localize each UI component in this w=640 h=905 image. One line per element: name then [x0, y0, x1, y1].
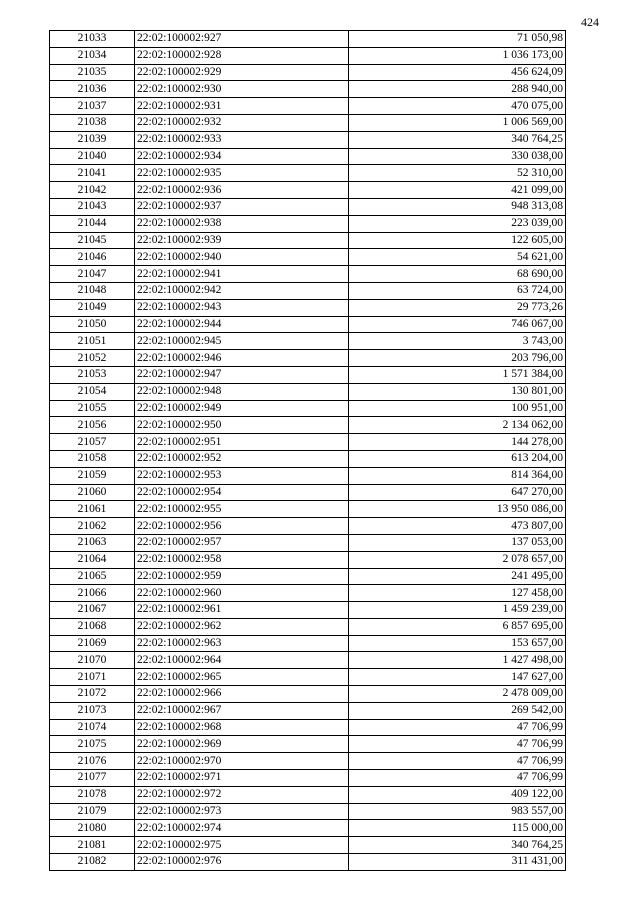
- cadastral-number-cell: 22:02:100002:971: [135, 770, 349, 787]
- table-row: [50, 770, 566, 787]
- table-row: [50, 518, 566, 535]
- row-number-cell: 21061: [50, 501, 135, 518]
- table-row: [50, 702, 566, 719]
- cadastral-number-cell: 22:02:100002:972: [135, 786, 349, 803]
- cadastral-value-cell: 203 796,00: [349, 350, 566, 367]
- row-number-cell: 21033: [50, 31, 135, 48]
- cadastral-value-cell: 54 621,00: [349, 249, 566, 266]
- table-row: [50, 47, 566, 64]
- row-number-cell: 21055: [50, 400, 135, 417]
- table-row: [50, 635, 566, 652]
- table-row: [50, 534, 566, 551]
- table-row: [50, 719, 566, 736]
- row-number-cell: 21036: [50, 81, 135, 98]
- row-number-cell: 21075: [50, 736, 135, 753]
- cadastral-value-cell: 47 706,99: [349, 770, 566, 787]
- table-row: [50, 350, 566, 367]
- row-number-cell: 21045: [50, 232, 135, 249]
- cadastral-number-cell: 22:02:100002:956: [135, 518, 349, 535]
- table-row: [50, 501, 566, 518]
- cadastral-value-cell: 153 657,00: [349, 635, 566, 652]
- table-row: [50, 786, 566, 803]
- row-number-cell: 21066: [50, 585, 135, 602]
- cadastral-number-cell: 22:02:100002:951: [135, 434, 349, 451]
- cadastral-number-cell: 22:02:100002:947: [135, 366, 349, 383]
- table-row: [50, 266, 566, 283]
- cadastral-value-cell: 746 067,00: [349, 316, 566, 333]
- cadastral-value-cell: 473 807,00: [349, 518, 566, 535]
- table-row: [50, 131, 566, 148]
- table-row: [50, 282, 566, 299]
- row-number-cell: 21068: [50, 618, 135, 635]
- cadastral-number-cell: 22:02:100002:976: [135, 854, 349, 871]
- table-row: [50, 484, 566, 501]
- row-number-cell: 21072: [50, 686, 135, 703]
- cadastral-value-cell: 330 038,00: [349, 148, 566, 165]
- cadastral-value-cell: 1 459 239,00: [349, 602, 566, 619]
- cadastral-value-cell: 122 605,00: [349, 232, 566, 249]
- cadastral-number-cell: 22:02:100002:974: [135, 820, 349, 837]
- row-number-cell: 21035: [50, 64, 135, 81]
- cadastral-value-cell: 47 706,99: [349, 753, 566, 770]
- table-row: [50, 299, 566, 316]
- cadastral-number-cell: 22:02:100002:935: [135, 165, 349, 182]
- cadastral-number-cell: 22:02:100002:930: [135, 81, 349, 98]
- row-number-cell: 21081: [50, 837, 135, 854]
- cadastral-number-cell: 22:02:100002:955: [135, 501, 349, 518]
- cadastral-number-cell: 22:02:100002:927: [135, 31, 349, 48]
- cadastral-value-cell: 29 773,26: [349, 299, 566, 316]
- table-row: [50, 803, 566, 820]
- cadastral-number-cell: 22:02:100002:939: [135, 232, 349, 249]
- cadastral-value-cell: 288 940,00: [349, 81, 566, 98]
- table-row: [50, 316, 566, 333]
- cadastral-number-cell: 22:02:100002:949: [135, 400, 349, 417]
- row-number-cell: 21063: [50, 534, 135, 551]
- cadastral-value-cell: 814 364,00: [349, 467, 566, 484]
- cadastral-number-cell: 22:02:100002:934: [135, 148, 349, 165]
- cadastral-number-cell: 22:02:100002:965: [135, 669, 349, 686]
- cadastral-number-cell: 22:02:100002:953: [135, 467, 349, 484]
- cadastral-value-cell: 100 951,00: [349, 400, 566, 417]
- row-number-cell: 21039: [50, 131, 135, 148]
- cadastral-value-cell: 130 801,00: [349, 383, 566, 400]
- row-number-cell: 21071: [50, 669, 135, 686]
- row-number-cell: 21038: [50, 114, 135, 131]
- table-row: [50, 165, 566, 182]
- cadastral-number-cell: 22:02:100002:963: [135, 635, 349, 652]
- page-number: 424: [581, 15, 599, 29]
- table-row: [50, 249, 566, 266]
- cadastral-value-cell: 127 458,00: [349, 585, 566, 602]
- row-number-cell: 21058: [50, 450, 135, 467]
- cadastral-number-cell: 22:02:100002:943: [135, 299, 349, 316]
- cadastral-value-cell: 340 764,25: [349, 837, 566, 854]
- row-number-cell: 21070: [50, 652, 135, 669]
- row-number-cell: 21060: [50, 484, 135, 501]
- row-number-cell: 21034: [50, 47, 135, 64]
- cadastral-value-cell: 2 078 657,00: [349, 551, 566, 568]
- row-number-cell: 21077: [50, 770, 135, 787]
- table-row: [50, 98, 566, 115]
- cadastral-value-cell: 269 542,00: [349, 702, 566, 719]
- cadastral-value-cell: 470 075,00: [349, 98, 566, 115]
- cadastral-value-cell: 47 706,99: [349, 719, 566, 736]
- cadastral-value-cell: 1 036 173,00: [349, 47, 566, 64]
- table-row: [50, 383, 566, 400]
- cadastral-value-cell: 948 313,08: [349, 198, 566, 215]
- cadastral-number-cell: 22:02:100002:936: [135, 182, 349, 199]
- row-number-cell: 21082: [50, 854, 135, 871]
- row-number-cell: 21053: [50, 366, 135, 383]
- cadastral-value-cell: 340 764,25: [349, 131, 566, 148]
- cadastral-number-cell: 22:02:100002:941: [135, 266, 349, 283]
- cadastral-value-cell: 613 204,00: [349, 450, 566, 467]
- table-row: [50, 652, 566, 669]
- table-row: [50, 232, 566, 249]
- table-row: [50, 114, 566, 131]
- cadastral-value-cell: 63 724,00: [349, 282, 566, 299]
- row-number-cell: 21044: [50, 215, 135, 232]
- table-row: [50, 366, 566, 383]
- cadastral-number-cell: 22:02:100002:964: [135, 652, 349, 669]
- cadastral-number-cell: 22:02:100002:948: [135, 383, 349, 400]
- cadastral-value-cell: 13 950 086,00: [349, 501, 566, 518]
- cadastral-value-table: [49, 30, 566, 871]
- table-row: [50, 854, 566, 871]
- table-row: [50, 618, 566, 635]
- cadastral-number-cell: 22:02:100002:966: [135, 686, 349, 703]
- cadastral-value-cell: 1 006 569,00: [349, 114, 566, 131]
- cadastral-value-cell: 6 857 695,00: [349, 618, 566, 635]
- cadastral-value-cell: 3 743,00: [349, 333, 566, 350]
- cadastral-value-cell: 241 495,00: [349, 568, 566, 585]
- table-row: [50, 669, 566, 686]
- cadastral-number-cell: 22:02:100002:969: [135, 736, 349, 753]
- cadastral-number-cell: 22:02:100002:970: [135, 753, 349, 770]
- cadastral-value-cell: 147 627,00: [349, 669, 566, 686]
- cadastral-number-cell: 22:02:100002:929: [135, 64, 349, 81]
- cadastral-number-cell: 22:02:100002:938: [135, 215, 349, 232]
- cadastral-value-cell: 1 571 384,00: [349, 366, 566, 383]
- cadastral-value-cell: 68 690,00: [349, 266, 566, 283]
- row-number-cell: 21054: [50, 383, 135, 400]
- row-number-cell: 21043: [50, 198, 135, 215]
- row-number-cell: 21042: [50, 182, 135, 199]
- row-number-cell: 21076: [50, 753, 135, 770]
- row-number-cell: 21080: [50, 820, 135, 837]
- cadastral-value-cell: 137 053,00: [349, 534, 566, 551]
- table-row: [50, 64, 566, 81]
- cadastral-number-cell: 22:02:100002:961: [135, 602, 349, 619]
- table-row: [50, 198, 566, 215]
- table-row: [50, 585, 566, 602]
- cadastral-value-cell: 647 270,00: [349, 484, 566, 501]
- table-body: [50, 31, 566, 871]
- row-number-cell: 21046: [50, 249, 135, 266]
- row-number-cell: 21049: [50, 299, 135, 316]
- cadastral-value-cell: 983 557,00: [349, 803, 566, 820]
- row-number-cell: 21064: [50, 551, 135, 568]
- table-row: [50, 568, 566, 585]
- table-row: [50, 820, 566, 837]
- table-row: [50, 736, 566, 753]
- cadastral-number-cell: 22:02:100002:968: [135, 719, 349, 736]
- row-number-cell: 21056: [50, 417, 135, 434]
- table-row: [50, 148, 566, 165]
- cadastral-number-cell: 22:02:100002:946: [135, 350, 349, 367]
- row-number-cell: 21062: [50, 518, 135, 535]
- cadastral-value-cell: 2 478 009,00: [349, 686, 566, 703]
- row-number-cell: 21057: [50, 434, 135, 451]
- cadastral-value-cell: 47 706,99: [349, 736, 566, 753]
- cadastral-number-cell: 22:02:100002:940: [135, 249, 349, 266]
- cadastral-number-cell: 22:02:100002:928: [135, 47, 349, 64]
- row-number-cell: 21041: [50, 165, 135, 182]
- cadastral-number-cell: 22:02:100002:944: [135, 316, 349, 333]
- table-row: [50, 602, 566, 619]
- row-number-cell: 21051: [50, 333, 135, 350]
- cadastral-value-cell: 144 278,00: [349, 434, 566, 451]
- row-number-cell: 21073: [50, 702, 135, 719]
- row-number-cell: 21040: [50, 148, 135, 165]
- cadastral-number-cell: 22:02:100002:932: [135, 114, 349, 131]
- row-number-cell: 21065: [50, 568, 135, 585]
- cadastral-number-cell: 22:02:100002:954: [135, 484, 349, 501]
- row-number-cell: 21050: [50, 316, 135, 333]
- cadastral-value-cell: 71 050,98: [349, 31, 566, 48]
- cadastral-number-cell: 22:02:100002:967: [135, 702, 349, 719]
- table-row: [50, 686, 566, 703]
- table-row: [50, 31, 566, 48]
- table-row: [50, 434, 566, 451]
- table-row: [50, 467, 566, 484]
- cadastral-value-cell: 421 099,00: [349, 182, 566, 199]
- cadastral-number-cell: 22:02:100002:942: [135, 282, 349, 299]
- table-row: [50, 837, 566, 854]
- cadastral-value-cell: 2 134 062,00: [349, 417, 566, 434]
- cadastral-number-cell: 22:02:100002:945: [135, 333, 349, 350]
- row-number-cell: 21078: [50, 786, 135, 803]
- cadastral-number-cell: 22:02:100002:959: [135, 568, 349, 585]
- cadastral-number-cell: 22:02:100002:975: [135, 837, 349, 854]
- row-number-cell: 21047: [50, 266, 135, 283]
- cadastral-number-cell: 22:02:100002:962: [135, 618, 349, 635]
- cadastral-number-cell: 22:02:100002:933: [135, 131, 349, 148]
- cadastral-value-cell: 456 624,09: [349, 64, 566, 81]
- table-row: [50, 215, 566, 232]
- row-number-cell: 21074: [50, 719, 135, 736]
- cadastral-value-cell: 311 431,00: [349, 854, 566, 871]
- table-row: [50, 81, 566, 98]
- cadastral-value-cell: 115 000,00: [349, 820, 566, 837]
- cadastral-number-cell: 22:02:100002:958: [135, 551, 349, 568]
- table-row: [50, 450, 566, 467]
- cadastral-number-cell: 22:02:100002:957: [135, 534, 349, 551]
- row-number-cell: 21048: [50, 282, 135, 299]
- cadastral-value-cell: 52 310,00: [349, 165, 566, 182]
- cadastral-number-cell: 22:02:100002:937: [135, 198, 349, 215]
- cadastral-value-cell: 223 039,00: [349, 215, 566, 232]
- table-row: [50, 551, 566, 568]
- cadastral-number-cell: 22:02:100002:931: [135, 98, 349, 115]
- cadastral-number-cell: 22:02:100002:950: [135, 417, 349, 434]
- row-number-cell: 21037: [50, 98, 135, 115]
- table-row: [50, 400, 566, 417]
- table-row: [50, 417, 566, 434]
- table-row: [50, 182, 566, 199]
- cadastral-value-cell: 409 122,00: [349, 786, 566, 803]
- cadastral-number-cell: 22:02:100002:952: [135, 450, 349, 467]
- row-number-cell: 21059: [50, 467, 135, 484]
- row-number-cell: 21079: [50, 803, 135, 820]
- row-number-cell: 21069: [50, 635, 135, 652]
- cadastral-number-cell: 22:02:100002:973: [135, 803, 349, 820]
- table-row: [50, 753, 566, 770]
- row-number-cell: 21052: [50, 350, 135, 367]
- row-number-cell: 21067: [50, 602, 135, 619]
- cadastral-number-cell: 22:02:100002:960: [135, 585, 349, 602]
- cadastral-value-cell: 1 427 498,00: [349, 652, 566, 669]
- table-row: [50, 333, 566, 350]
